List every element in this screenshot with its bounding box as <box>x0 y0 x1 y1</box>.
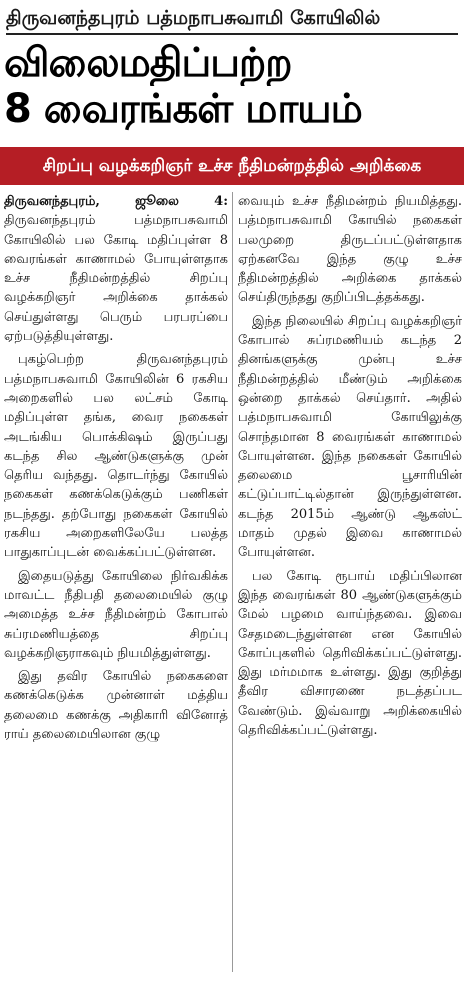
article-paragraph: பல கோடி ரூபாய் மதிப்பிலான இந்த வைரங்கள் 80 ஆண்டுகளுக்கும் மேல் பழமை வாய்ந்தவை. இவை சேதமடைந்துள்ளன என கோயில் கோப்புகளில் தெரிவிக்கப்பட்டுள்ளது. இது மர்மமாக உள்ளது. இது குறித்து தீவிர விசாரணை நடத்தப்பட வேண்டும். இவ்வாறு அறிக்கையில் தெரிவிக்கப்பட்டுள்ளது. <box>238 568 462 739</box>
headline-line-1: விலைமதிப்பற்ற <box>4 40 292 86</box>
article-paragraph: வையும் உச்ச நீதிமன்றம் நியமித்தது. பத்மநாபசுவாமி கோயில் நகைகள் பலமுறை திருடப்பட்டுள்ளதாக ஏற்கனவே இந்த குழு உச்ச நீதிமன்றத்தில் அறிக்கை தாக்கல் செய்திருந்தது குறிப்பிடத்தக்கது. <box>238 194 462 306</box>
article-column-right <box>238 192 462 978</box>
article-paragraph: புகழ்பெற்ற திருவனந்தபுரம் பத்மநாபசுவாமி கோயிலின் 6 ரகசிய அறைகளில் பல லட்சம் கோடி மதிப்புள்ள தங்க, வைர நகைகள் அடங்கிய பொக்கிஷம் இருப்பது கடந்த சில ஆண்டுகளுக்கு முன் தெரிய வந்தது. தொடர்ந்து கோயில் நகைகள் கணக்கெடுக்கும் பணிகள் நடந்தது. தற்போது நகைகள் கோயில் ரகசிய அறைகளிலேயே பலத்த பாதுகாப்புடன் வைக்கப்பட்டுள்ளன. <box>4 352 228 561</box>
article-kicker: திருவனந்தபுரம் பத்மநாபசுவாமி கோயிலில் <box>6 3 458 35</box>
article-paragraph: இந்த நிலையில் சிறப்பு வழக்கறிஞர் கோபால் சுப்ரமணியம் கடந்த 2 தினங்களுக்கு முன்பு உச்ச நீதிமன்றத்தில் மீண்டும் அறிக்கை ஒன்றை தாக்கல் செய்தார். அதில் பத்மநாபசுவாமி கோயிலுக்கு சொந்தமான 8 வைரங்கள் காணாமல் போயுள்ளன. இந்த நகைகள் கோயில் தலைமை பூசாரியின் கட்டுப்பாட்டில்தான் இருந்துள்ளன. கடந்த 2015ம் ஆண்டு ஆகஸ்ட் மாதம் முதல் இவை காணாமல் போயுள்ளன. <box>238 313 462 561</box>
article-paragraph: இது தவிர கோயில் நகைகளை கணக்கெடுக்க முன்னாள் மத்திய தலைமை கணக்கு அதிகாரி வினோத் ராய் தலைமையிலான குழு <box>4 669 228 743</box>
article-headline <box>4 40 460 132</box>
headline-line-2: 8 வைரங்கள் மாயம் <box>4 86 362 132</box>
article-paragraph: இதையடுத்து கோயிலை நிர்வகிக்க மாவட்ட நீதிபதி தலைமையில் குழு அமைத்த உச்ச நீதிமன்றம் கோபால் சுப்ரமணியத்தை சிறப்பு வழக்கறிஞராகவும் நியமித்துள்ளது. <box>4 568 228 661</box>
article-subhead: சிறப்பு வழக்கறிஞர் உச்ச நீதிமன்றத்தில் அறிக்கை <box>0 147 464 185</box>
article-dateline: திருவனந்தபுரம், ஜூலை 4: <box>4 194 228 209</box>
column-divider <box>232 192 233 972</box>
article-column-left <box>4 192 228 978</box>
article-paragraph: திருவனந்தபுரம் பத்மநாபசுவாமி கோயிலில் பல கோடி மதிப்புள்ள 8 வைரங்கள் காணாமல் போயுள்ளதாக உச்ச நீதிமன்றத்தில் சிறப்பு வழக்கறிஞர் அறிக்கை தாக்கல் செய்துள்ளது பெரும் பரபரப்பை ஏற்படுத்தியுள்ளது. <box>4 213 228 345</box>
